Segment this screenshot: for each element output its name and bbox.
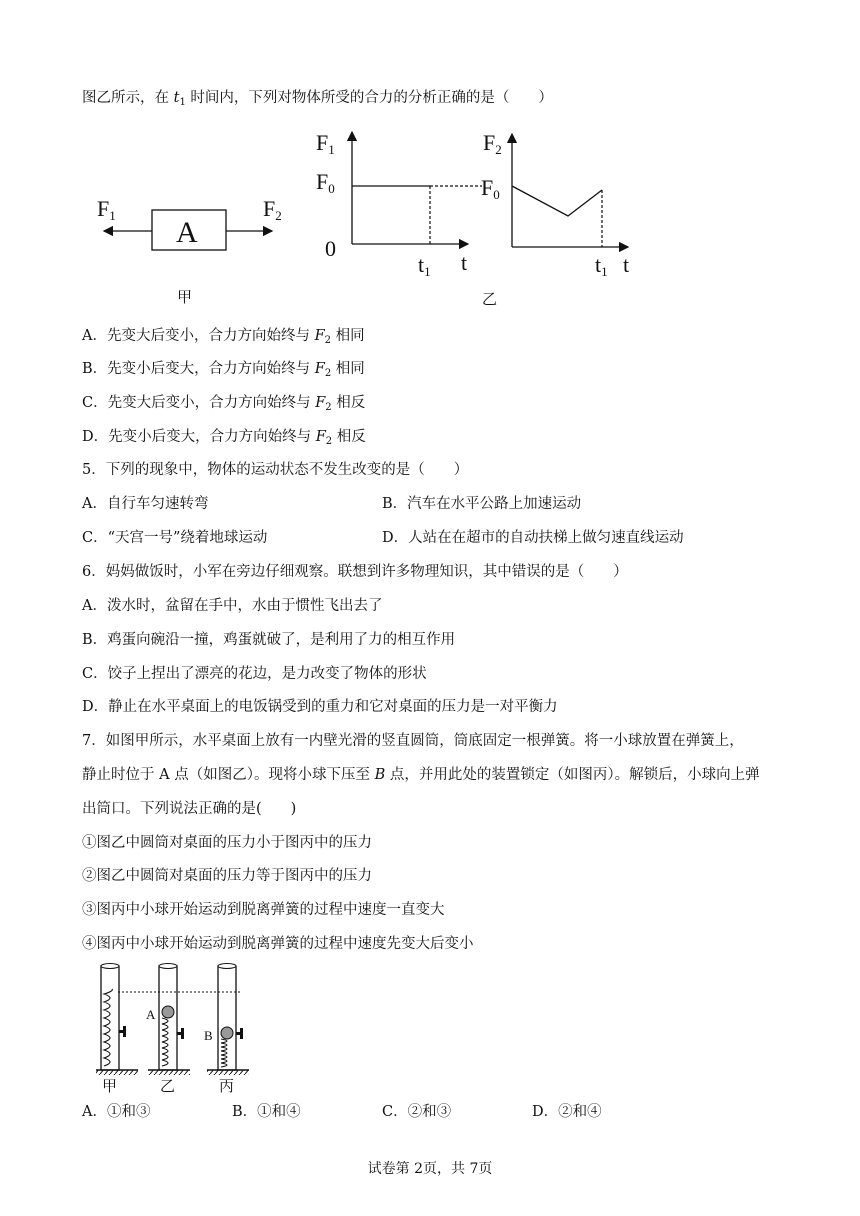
caption-yi: 乙	[160, 1079, 176, 1095]
q5-option-b[interactable]: B．汽车在水平公路上加速运动	[382, 496, 582, 512]
q7-statement-3: ③图丙中小球开始运动到脱离弹簧的过程中速度一直变大	[82, 902, 445, 918]
q4-option-a[interactable]: A．先变大后变小，合力方向始终与 $F_2$ 相同	[82, 328, 365, 346]
q7-stem-line1: 7．如图甲所示，水平桌面上放有一内壁光滑的竖直圆筒，筒底固定一根弹簧。将一小球放置在弹簧上，	[82, 733, 744, 749]
label-a: A	[146, 1007, 156, 1022]
block-a-label: A	[176, 216, 198, 249]
q5-stem: 5．下列的现象中，物体的运动状态不发生改变的是（ ）	[82, 462, 469, 478]
g2-t1-label: t1	[595, 252, 608, 279]
g1-origin: 0	[325, 236, 336, 261]
g2-f0-label: F0	[481, 175, 500, 202]
q4-option-b[interactable]: B．先变小后变大，合力方向始终与 $F_2$ 相同	[82, 361, 365, 379]
caption-jia: 甲	[102, 1079, 118, 1095]
q6-stem: 6．妈妈做饭时，小军在旁边仔细观察。联想到许多物理知识，其中错误的是（ ）	[82, 564, 628, 580]
caption-jia: 甲	[177, 290, 193, 306]
g1-t-label: t	[461, 250, 468, 275]
q7-stem-line3: 出筒口。下列说法正确的是( )	[82, 801, 297, 817]
cylinder-jia	[96, 964, 138, 1076]
q7-statement-2: ②图乙中圆筒对桌面的压力等于图丙中的压力	[82, 868, 372, 884]
caption-yi: 乙	[482, 292, 498, 308]
page-footer: 试卷第 2页，共 7页	[367, 1161, 493, 1177]
q4-stem: 图乙所示，在 $t_1$ 时间内，下列对物体所受的合力的分析正确的是（ ）	[82, 90, 553, 108]
spring-yi	[162, 1018, 168, 1066]
q7-stem-line2: 静止时位于 A 点（如图乙）。现将小球下压至 B 点，并用此处的装置锁定（如图丙）。解锁后，小球向上弹	[82, 767, 760, 783]
q5-option-d[interactable]: D．人站在在超市的自动扶梯上做匀速直线运动	[382, 530, 684, 546]
lock-yi	[181, 1028, 184, 1039]
q7-option-b[interactable]: B．①和④	[232, 1104, 301, 1120]
cylinder-yi	[146, 964, 190, 1076]
ball-bing	[221, 1027, 233, 1039]
q6-option-a[interactable]: A．泼水时，盆留在手中，水由于惯性飞出去了	[82, 598, 383, 614]
ball-yi	[162, 1006, 174, 1018]
q7-option-c[interactable]: C．②和③	[382, 1104, 452, 1120]
q4-option-d[interactable]: D．先变小后变大，合力方向始终与 $F_2$ 相反	[82, 429, 366, 447]
q7-statement-1: ①图乙中圆筒对桌面的压力小于图丙中的压力	[82, 835, 372, 851]
lock-bing	[240, 1028, 243, 1039]
g2-f2-line	[512, 186, 602, 216]
g1-f0-label: F0	[316, 169, 335, 196]
g2-t-label: t	[623, 252, 630, 277]
cylinder-bing	[204, 964, 249, 1076]
q7-cylinder-figure	[80, 960, 260, 1095]
q7-option-a[interactable]: A．①和③	[82, 1104, 151, 1120]
q7-option-d[interactable]: D．②和④	[532, 1104, 602, 1120]
q5-option-a[interactable]: A．自行车匀速转弯	[82, 496, 209, 512]
g2-ylabel: F2	[483, 130, 502, 157]
spring-bing	[221, 1039, 227, 1067]
q4-option-c[interactable]: C．先变大后变小，合力方向始终与 $F_2$ 相反	[82, 395, 366, 413]
g1-ylabel: F1	[316, 130, 335, 157]
q6-option-b[interactable]: B．鸡蛋向碗沿一撞，鸡蛋就破了，是利用了力的相互作用	[82, 632, 456, 648]
q5-option-c[interactable]: C．“天宫一号”绕着地球运动	[82, 530, 268, 546]
g1-t1-label: t1	[418, 252, 431, 279]
lock-jia	[123, 1026, 126, 1037]
q6-option-d[interactable]: D．静止在水平桌面上的电饭锅受到的重力和它对桌面的压力是一对平衡力	[82, 699, 558, 715]
f1-label: F1	[97, 196, 116, 223]
q7-statement-4: ④图丙中小球开始运动到脱离弹簧的过程中速度先变大后变小	[82, 936, 474, 952]
label-b: B	[204, 1028, 213, 1043]
q6-option-c[interactable]: C．饺子上捏出了漂亮的花边，是力改变了物体的形状	[82, 666, 427, 682]
caption-bing: 丙	[219, 1079, 235, 1095]
q4-force-figure	[80, 120, 660, 315]
spring-jia	[104, 989, 112, 1066]
f2-label: F2	[263, 196, 282, 223]
